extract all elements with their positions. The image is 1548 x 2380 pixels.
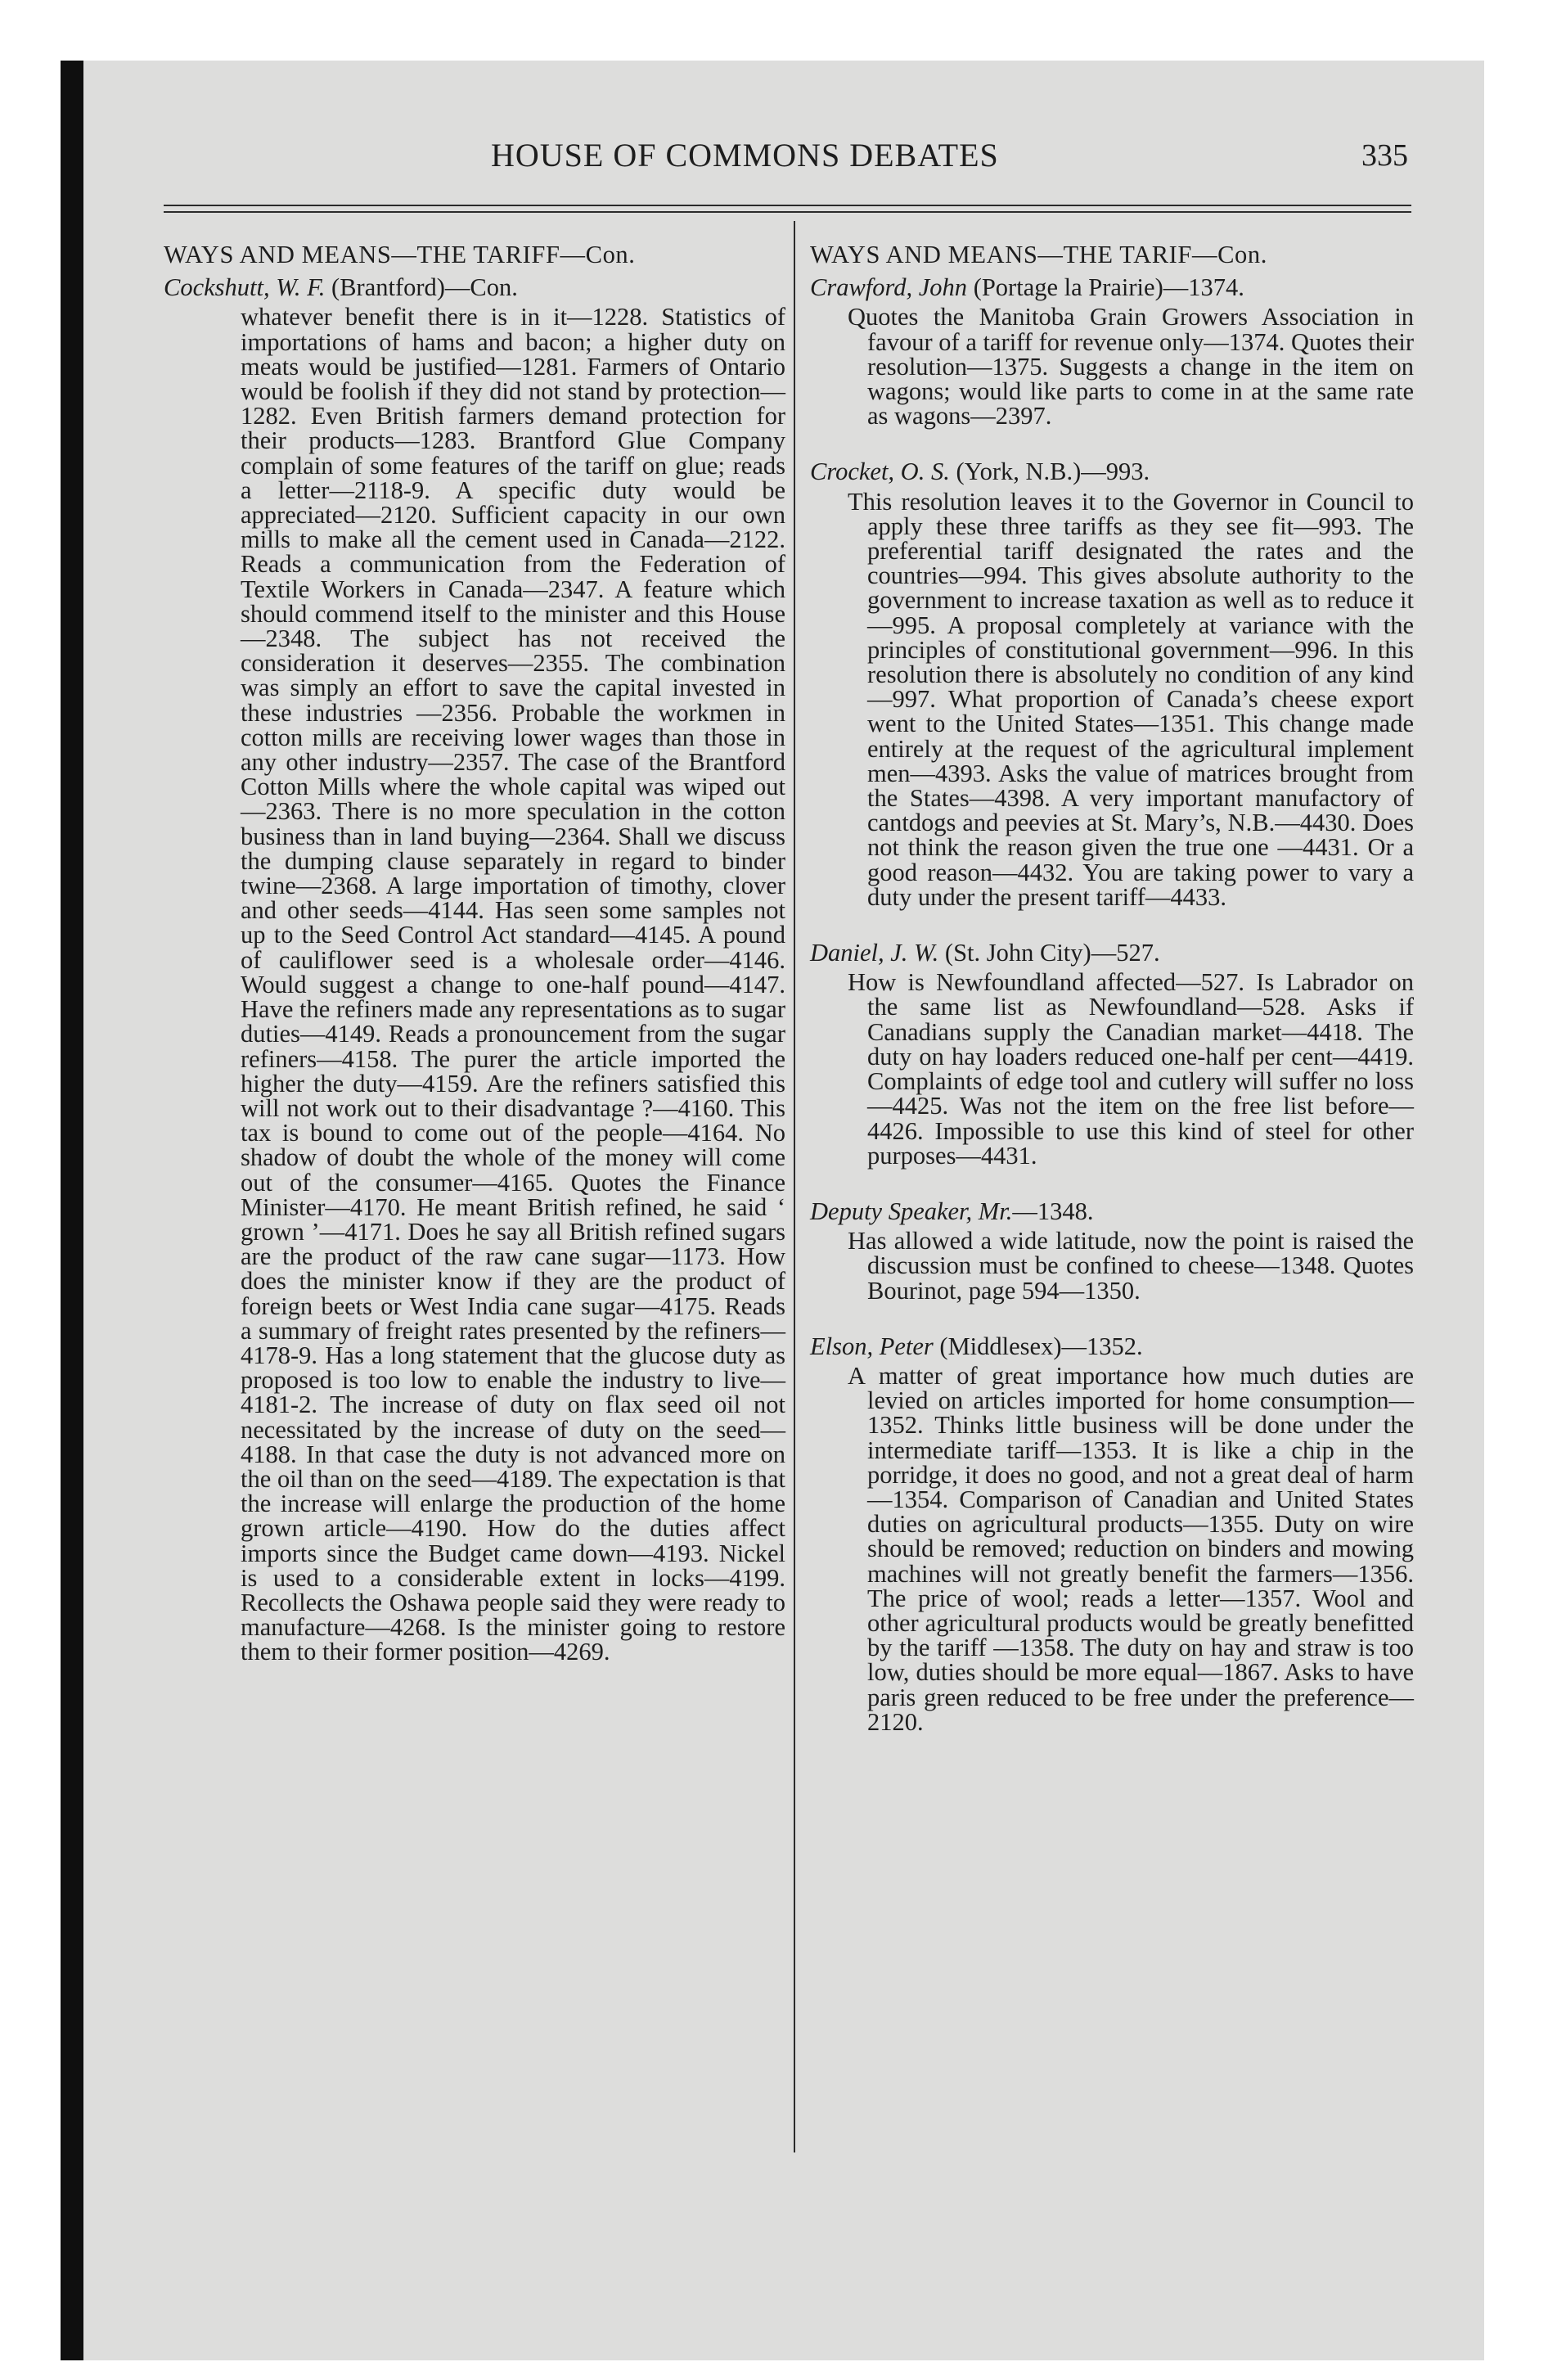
speaker-line (810, 940, 1414, 965)
speaker-line (810, 275, 1414, 300)
page-header-title: HOUSE OF COMMONS DEBATES (491, 137, 999, 174)
index-entry (810, 940, 1414, 1168)
entry-text: A matter of great importance how much duties are levied on articles imported for home consumption—1352. Thinks little business will be done under the intermediate tariff—1353. It is like a chip in the porridge, it does no good, and not a great deal of harm—1354. Comparison of Canadian and United States duties on agricultural products—1355. Duty on wire should be removed; reduction on binders and mowing machines will not greatly benefit the farmers—1356. The price of wool; reads a letter—1357. Wool and other agricultural products would be greatly benefitted by the tariff —1358. The duty on hay and straw is too low, duties should be more equal—1867. Asks to have paris green reduced to be free under the preference—2120. (848, 1361, 1414, 1736)
entry-text: How is Newfoundland affected—527. Is Labrador on the same list as Newfoundland—528. Asks if Canadians supply the Canadian market—4418. The duty on hay loaders reduced one-half per cent—4419. Complaints of edge tool and cutlery will suffer no loss—4425. Was not the item on the free list before—4426. Impossible to use this kind of steel for other purposes—4431. (848, 968, 1414, 1170)
entry-text: Has allowed a wide latitude, now the point is raised the discussion must be confined to cheese—1348. Quotes Bourinot, page 594—1350. (848, 1227, 1414, 1305)
speaker-line (810, 1199, 1414, 1224)
index-entry (810, 275, 1414, 428)
header-rule-top (164, 205, 1411, 206)
entry-text: whatever benefit there is in it—1228. Statistics of importations of hams and bacon; a higher duty on meats would be justified—1281. Farmers of Ontario would be foolish if they did not stand by protection—1282. Even British farmers demand protection for their products—1283. Brantford Glue Company complain of some features of the tariff on glue; reads a letter—2118-9. A specific duty would be appreciated—2120. Sufficient capacity in our own mills to make all the cement used in Canada—2122. Reads a communication from the Federation of Textile Workers in Canada—2347. A feature which should commend itself to the minister and this House—2348. The subject has not received the consideration it deserves—2355. The combination was simply an effort to save the capital invested in these industries —2356. Probable the workmen in cotton mills are receiving lower wages than those in any other industry—2357. The case of the Brantford Cotton Mills where the whole capital was wiped out —2363. There is no more speculation in the cotton business than in land buying—2364. Shall we discuss the dumping clause separately in regard to binder twine—2368. A large importation of timothy, clover and other seeds—4144. Has seen some samples not up to the Seed Control Act standard—4145. A pound of cauliflower seed is a wholesale order—4146. Would suggest a change to one-half pound—4147. Have the refiners made any representations as to sugar duties—4149. Reads a pronouncement from the sugar refiners—4158. The purer the article imported the higher the duty—4159. Are the refiners satisfied this will not work out to their disadvantage ?—4160. This tax is bound to come out of the people—4164. No shadow of doubt the whole of the money will come out of the consumer—4165. Quotes the Finance Minister—4170. He meant British refined, he said ‘ grown ’—4171. Does he say all British refined sugars are the product of the raw cane sugar—1173. How does the minister know if they are the product of foreign beets or West India cane sugar—4175. Reads a summary of freight rates presented by the refiners—4178-9. Has a long statement that the glucose duty as proposed is too low to enable the industry to live—4181-2. The increase of duty on flax seed oil not necessitated by the increase of duty on the seed—4188. In that case the duty is not advanced more on the oil than on the seed—4189. The expectation is that the increase will enlarge the production of the home grown article—4190. How do the duties affect imports since the Budget came down—4193. Nickel is used to a considerable extent in locks—4199. Recollects the Oshawa people said they were ready to manufacture—4268. Is the minister going to restore them to their former position—4269. (241, 303, 785, 1666)
speaker-detail: (Brantford)—Con. (325, 273, 518, 302)
speaker-name: Crawford, John (810, 273, 968, 302)
speaker-line (164, 275, 785, 300)
speaker-name: Crocket, O. S. (810, 458, 950, 486)
right-column (810, 242, 1414, 1765)
section-heading: WAYS AND MEANS—THE TARIF—Con. (810, 241, 1267, 268)
speaker-detail: (Middlesex)—1352. (933, 1332, 1143, 1360)
entry-text: Quotes the Manitoba Grain Growers Association in favour of a tariff for revenue only—1374. Quotes their resolution—1375. Suggests a change in the item on wagons; would like parts to come in at the same rate as wagons—2397. (848, 303, 1414, 430)
section-heading: WAYS AND MEANS—THE TARIFF—Con. (164, 241, 636, 268)
left-column (164, 242, 785, 1696)
header-rule-bottom (164, 211, 1411, 213)
speaker-name: Elson, Peter (810, 1332, 934, 1360)
index-entry (164, 275, 785, 1664)
entry-text: This resolution leaves it to the Governor in Council to apply these three tariffs as they see fit—993. The preferential tariff designated the rates and the countries—994. This gives absolute authority to the government to increase taxation as well as to reduce it—995. A proposal completely at variance with the principles of constitutional government—996. In this resolution there is absolutely no condition of any kind—997. What proportion of Canada’s cheese export went to the United States—1351. This change made entirely at the request of the agricultural implement men—4393. Asks the value of matrices brought from the States—4398. A very important manufactory of cantdogs and peevies at St. Mary’s, N.B.—4430. Does not think the reason given the true one —4431. Or a good reason—4432. You are taking power to vary a duty under the present tariff—4433. (848, 487, 1414, 911)
speaker-name: Deputy Speaker, Mr. (810, 1197, 1013, 1225)
binding-edge (61, 61, 83, 2360)
speaker-detail: (York, N.B.)—993. (949, 458, 1150, 486)
speaker-detail: (Portage la Prairie)—1374. (967, 273, 1244, 302)
column-divider (794, 221, 795, 2152)
speaker-detail: (St. John City)—527. (938, 939, 1160, 967)
speaker-name: Cockshutt, W. F. (164, 273, 326, 302)
page-number: 335 (1361, 138, 1408, 173)
speaker-detail: —1348. (1012, 1197, 1094, 1225)
index-entry (810, 1334, 1414, 1734)
index-entry (810, 459, 1414, 909)
speaker-line (810, 459, 1414, 484)
speaker-name: Daniel, J. W. (810, 939, 939, 967)
speaker-line (810, 1334, 1414, 1359)
index-entry (810, 1199, 1414, 1303)
